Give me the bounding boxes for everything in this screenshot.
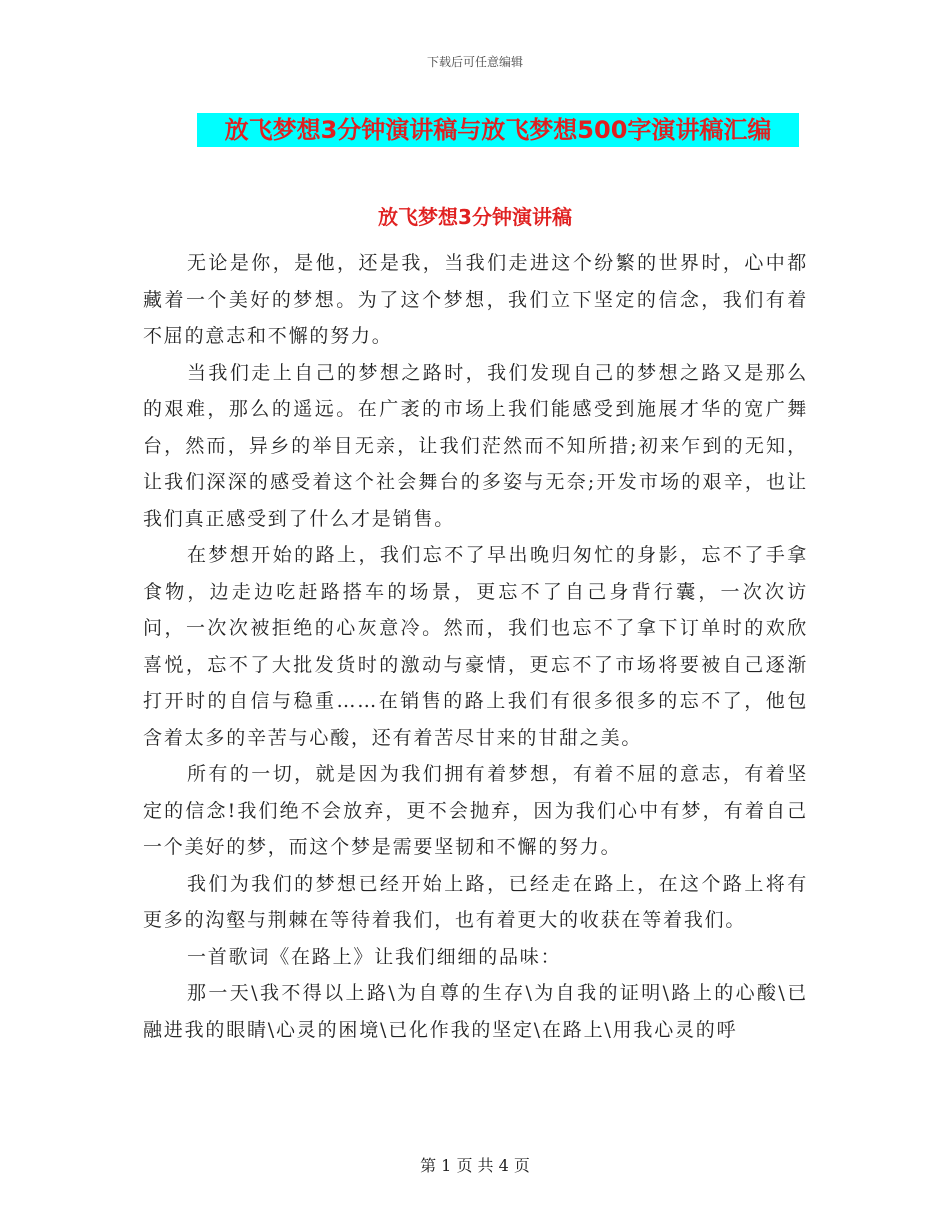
paragraph: 当我们走上自己的梦想之路时，我们发现自己的梦想之路又是那么的艰难，那么的遥远。在广袤的市场上我们能感受到施展才华的宽广舞台，然而，异乡的举目无亲，让我们茫然而不知所措;初来乍到的无知，让我们深深的感受着这个社会舞台的多姿与无奈;开发市场的艰辛，也让我们真正感受到了什么才是销售。 <box>143 361 808 530</box>
paragraph: 我们为我们的梦想已经开始上路，已经走在路上，在这个路上将有更多的沟壑与荆棘在等待着我们，也有着更大的收获在等着我们。 <box>143 872 808 931</box>
paragraph: 那一天\我不得以上路\为自尊的生存\为自我的证明\路上的心酸\已融进我的眼睛\心灵的困境\已化作我的坚定\在路上\用我心灵的呼 <box>143 982 808 1041</box>
paragraph: 无论是你，是他，还是我，当我们走进这个纷繁的世界时，心中都藏着一个美好的梦想。为了这个梦想，我们立下坚定的信念，我们有着不屈的意志和不懈的努力。 <box>143 252 808 347</box>
document-body <box>143 245 808 1048</box>
paragraph: 在梦想开始的路上，我们忘不了早出晚归匆忙的身影，忘不了手拿食物，边走边吃赶路搭车的场景，更忘不了自己身背行囊，一次次访问，一次次被拒绝的心灰意冷。然而，我们也忘不了拿下订单时的欢欣喜悦，忘不了大批发货时的激动与豪情，更忘不了市场将要被自己逐渐打开时的自信与稳重……在销售的路上我们有很多很多的忘不了，他包含着太多的辛苦与心酸，还有着苦尽甘来的甘甜之美。 <box>143 544 808 749</box>
paragraph: 一首歌词《在路上》让我们细细的品味： <box>187 945 562 968</box>
paragraph: 所有的一切，就是因为我们拥有着梦想，有着不屈的意志，有着坚定的信念!我们绝不会放弃，更不会抛弃，因为我们心中有梦，有着自己一个美好的梦，而这个梦是需要坚韧和不懈的努力。 <box>143 763 808 858</box>
header-note: 下载后可任意编辑 <box>426 55 523 69</box>
page-footer: 第 1 页 共 4 页 <box>420 1156 530 1175</box>
section-title: 放飞梦想3分钟演讲稿 <box>378 205 572 229</box>
document-title: 放飞梦想3分钟演讲稿与放飞梦想500字演讲稿汇编 <box>197 113 799 147</box>
